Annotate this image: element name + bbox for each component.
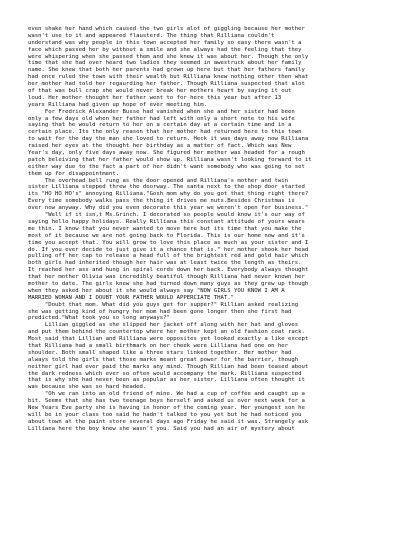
document-page (28, 26, 400, 433)
text-line: Year's day, only five days away now. She figured her mother was headed for a rough (28, 150, 305, 157)
text-line: time that she had over heard two ladies they seemed in awestruck about her family (28, 60, 302, 67)
text-line: MARRIED WOMAN AND I DOUBT YOUR FATHER WOULD APPERCIATE THAT." (28, 294, 235, 301)
text-line: years Rilliana had given up hope of ever meeting him. (28, 101, 207, 108)
text-line: "Oh we ran into an old friend of mine. We had a cup of coffee and caught up a (28, 391, 305, 398)
text-line: The overhead bell rung as the door opened and Rilliana's mother and twin (28, 177, 289, 184)
text-line: Every time somebody walks pass the thing it drives me nuts.Besides Christmas is (28, 198, 295, 205)
text-line: that is why she had never been as popular as her sister. Lilliana often thought it (28, 377, 305, 384)
text-line: were whispering when she passed them and she knew it was about her. Though the only (28, 53, 309, 60)
text-line: me thin. I know that you never wanted to move here but its time that you make the (28, 225, 302, 232)
text-line: that her mother Olivia was incredibly beatiful though Rilliana had never known her (28, 274, 305, 281)
text-line: only a few days old when her father had left with only a short note to his wife (28, 115, 295, 122)
text-line: of that was bull crap she would never break her mothers heart by saying it out (28, 88, 292, 95)
text-line: saying that he would return to her on a certain day at a certain time and in a (28, 122, 292, 129)
text-line: will be in your class too said he hadn't talked to you yet but he had noticed you (28, 411, 302, 418)
text-line: pulling off her cap to release a head full of the brightest red and gold hair which (28, 253, 309, 260)
text-line: that Rilliana had a small birthmark on her cheek were Lilliana had one on her (28, 342, 289, 349)
text-line: do. If you ever decide to just give it a chance that is." her mother shook her head (28, 246, 309, 253)
text-line: name. She knew that both her parents had grown up here but that her fathers family (28, 67, 305, 74)
text-line: patch beleiving that her father would show up. Rilliana wasn't looking forward to it (28, 156, 312, 163)
text-line: For Fredrick Alexander Busse had vanished when she and her sister had been (28, 108, 295, 115)
text-line: neither girl had ever paid the marks any mind. Though Rillian had been teased about (28, 363, 309, 370)
text-line: either way due to the fact a part of her didn't want somebody who was going to set (28, 163, 305, 170)
text-line: Lilliana here the boy knew she wasn't you. Said you had an air of mystery about (28, 425, 295, 432)
text-line: to wait for the day the man she loved to return. Heck it was days away now Rilliana (28, 136, 309, 143)
text-line: its "HO HO HO's" annoying Rilliana."Gosh mom why do you got that thing right there? (28, 191, 309, 198)
text-line: even shake her hand which caused the two girls alot of giggling because her mother (28, 26, 305, 32)
text-line: about town at the paint store several days ago Friday he said it was. Strangely ask (28, 418, 309, 425)
text-line: certain place. Its the only reason that her mother had returned here to this town (28, 129, 302, 136)
text-line: "Doubt that mom. What did you guys get for supper?" Rillian asked realizing (28, 301, 299, 308)
text-line: Most said that Lillian and Rilliana were opposites yet looked exactly a like except (28, 336, 309, 343)
text-line: bit. Seems that she has two teenage boys herself and asked us over next week for a (28, 398, 305, 405)
text-line: was because she was so hard headed. (28, 384, 147, 391)
text-line: understand was why people in this town accepted her family so easy there wasn't a (28, 39, 302, 46)
text-line: It reached her ass and hung in spiral cords down her back. Everybody always thought (28, 267, 309, 274)
text-line: face which passed her by without a smile and she always had the feeling that they (28, 46, 302, 53)
text-line: raised her eyes at the thought her birthday as a matter of fact. Which was New (28, 143, 292, 150)
text-line: sister Lilliana stepped threw the doorway. The santa next to the shop door started (28, 184, 305, 191)
text-line: them up for disappointment. (28, 170, 120, 177)
text-line: saying hello happy holidays. Really Rilliana this constant attitude of yours wears (28, 218, 305, 225)
text-line: mother to date. The girls knew she had turned down many guys as they grew up though (28, 280, 309, 287)
text-line: always told the girls that those marks meant great power for the barrier, though (28, 356, 299, 363)
text-line: shoulder. Both small shaped like a three stars linked together. Her mother had (28, 349, 292, 356)
text-line: had once ruled the town with their wealth but Rilliana knew nothing other then what (28, 74, 309, 81)
text-line: loud. Her mother thought her father went to for here this year but after 13 (28, 94, 282, 101)
text-line: when they asked her about it she would always say "NOW GIRLS YOU KNOW I AM A (28, 287, 285, 294)
text-line: the dark redness which ever so often would accompany the mark. Rilliana suspected (28, 370, 302, 377)
text-line: time you accept that. You will grow to love this place as much as your sister and I (28, 239, 309, 246)
text-line: most of it because we are not going back to Florida. This is our home now and it's (28, 232, 305, 239)
text-line: "Well if it isn,t Ms.Grinch. I decorated so people would know it's our way of (28, 212, 305, 219)
text-line: and put them behind the countertop where her mother kept an old fashion coat rack. (28, 329, 305, 336)
text-line: Lillian giggled as she slipped her jacket off along with her hat and gloves (28, 322, 299, 329)
text-line: both girls had inherited though her hair was at least twice the length as theirs. (28, 260, 302, 267)
text-line: wasn't use to it and appeared flausterd. The thing that Rilliana couldn't (28, 32, 275, 39)
text-line: her mother had told her regaurding her father. Though Rilliana suspected that alot (28, 81, 305, 88)
text-line: New Years Eve party she is having in honor of the coming year. Her youngest son he (28, 404, 305, 411)
text-line: predicted."What took you so long anyways?" (28, 315, 170, 322)
text-line: she was getting kind of hungry her mom had been gone longer then she first had (28, 308, 292, 315)
text-line: over now anyway. Why did you even decorate this year we weren't open for business." (28, 205, 309, 212)
